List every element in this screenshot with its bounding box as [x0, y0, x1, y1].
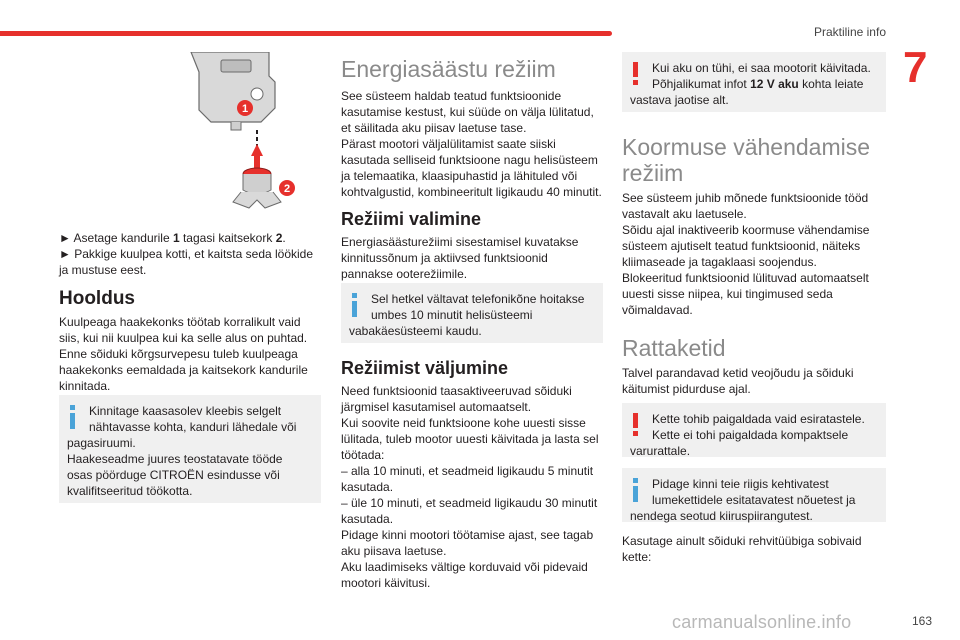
- hooldus-para-2: Enne sõiduki kõrgsurvepesu tuleb kuulpeaga haakekonks eemaldada ja kaitsekork kandurile kinnitada.: [59, 347, 308, 393]
- towbar-illustration: [171, 52, 301, 224]
- chains-para-1: Talvel parandavad ketid veojõudu ja sõiduki käitumist pidurduse ajal.: [622, 366, 854, 396]
- step-2: ► Pakkige kuulpea kotti, et kaitsta seda löökide ja mustuse eest.: [59, 247, 314, 277]
- mode-exit-para-5: Pidage kinni mootori töötamise ajast, see tagab aku piisava laetuse.: [341, 528, 594, 558]
- hooldus-para-1: Kuulpeaga haakekonks töötab korralikult vaid siis, kui nii kuulpea kui ka selle alus on puhtad.: [59, 315, 308, 345]
- mode-exit-para-6: Aku laadimiseks vältige korduvaid või pidevaid mootori käivitusi.: [341, 560, 588, 590]
- subheading-mode-select: Režiimi valimine: [341, 209, 482, 229]
- page-number: 163: [911, 614, 932, 628]
- energy-para-2: Pärast mootori väljalülitamist saate siiski kasutada selliseid funktsioone nagu helisüsteem ja telemaatika, klaasipuhastid ja lähituled või kohtvalgustid, kombineeritult ligikaudu 40 minutit.: [341, 137, 602, 199]
- watermark: carmanualsonline.info: [672, 612, 852, 632]
- load-para-1: See süsteem juhib mõnede funktsioonide tööd vastavalt aku laetusele.: [622, 191, 869, 221]
- mode-exit-para-1: Need funktsioonid taasaktiveeruvad sõiduki järgmisel kasutamisel automaatselt.: [341, 384, 572, 414]
- svg-text:1: 1: [241, 103, 249, 115]
- step-1: ► Asetage kandurile 1 tagasi kaitsekork 2.: [59, 231, 286, 245]
- section-heading-snow-chains: Rattaketid: [622, 335, 726, 361]
- load-para-2: Sõidu ajal inaktiveerib koormuse vähendamise süsteem ajutiselt teatud funktsioonid, näiteks kliimaseade ja tagaklaasi soojendus.: [622, 223, 870, 269]
- info-icon: [68, 405, 78, 429]
- info-icon: [631, 478, 641, 502]
- warning-box-chains: Kette tohib paigaldada vaid esiratastele. Kette ei tohi paigaldada kompaktsele varurattale.: [622, 403, 886, 457]
- section-heading-load-reduction: Koormuse vähendamise režiim: [622, 134, 871, 186]
- subheading-mode-exit: Režiimist väljumine: [341, 358, 509, 378]
- header-title: Praktiline info: [813, 25, 886, 39]
- info-box-chains-rules: Pidage kinni teie riigis kehtivatest lumekettidele esitatavatest nõuetest ja nendega seotud kiiruspiirangutest.: [622, 468, 886, 522]
- section-heading-energy: Energiasäästu režiim: [341, 56, 556, 82]
- mode-exit-para-3: – alla 10 minuti, et seadmeid ligikaudu 5 minutit kasutada.: [341, 464, 594, 494]
- energy-para-1: See süsteem haldab teatud funktsioonide kasutamise kestust, kui süüde on välja lülitatud, et säilitada aku piisav laetuse tase.: [341, 89, 594, 135]
- header-bar: [0, 31, 612, 36]
- load-para-3: Blokeeritud funktsioonid lülituvad automaatselt uuesti sisse niipea, kui tingimused seda võimaldavad.: [622, 271, 869, 317]
- mode-exit-para-2: Kui soovite neid funktsioone kohe uuesti sisse lülitada, tuleb mootor uuesti käivitada ja lasta sel töötada:: [341, 416, 599, 462]
- warning-icon: [631, 62, 641, 86]
- svg-text:2: 2: [283, 183, 291, 195]
- mode-select-para: Energiasäästurežiimi sisestamisel kuvatakse kinnitussõnum ja aktiivsed funktsioonid pannakse ooterežiimile.: [341, 235, 579, 281]
- mode-exit-para-4: – üle 10 minuti, et seadmeid ligikaudu 30 minutit kasutada.: [341, 496, 598, 526]
- warning-box-battery: Kui aku on tühi, ei saa mootorit käivitada. Põhjalikumat infot 12 V aku kohta leiate vastava jaotise alt.: [622, 52, 886, 112]
- info-icon: [350, 293, 360, 317]
- section-heading-hooldus: Hooldus: [59, 288, 135, 309]
- info-box-phone: Sel hetkel vältavat telefonikõne hoitakse umbes 10 minutit helisüsteemi vabakäesüsteemi kaudu.: [341, 283, 603, 343]
- chains-para-2: Kasutage ainult sõiduki rehvitüübiga sobivaid kette:: [622, 534, 862, 564]
- warning-icon: [631, 413, 641, 437]
- info-box-sticker: Kinnitage kaasasolev kleebis selgelt nähtavasse kohta, kanduri lähedale või pagasiruumi. Haakeseadme juures teostatavate tööde osas pöörduge CITROËN esindusse või kvalifitseeritud töökotta.: [59, 395, 321, 503]
- chapter-number: 7: [903, 43, 928, 92]
